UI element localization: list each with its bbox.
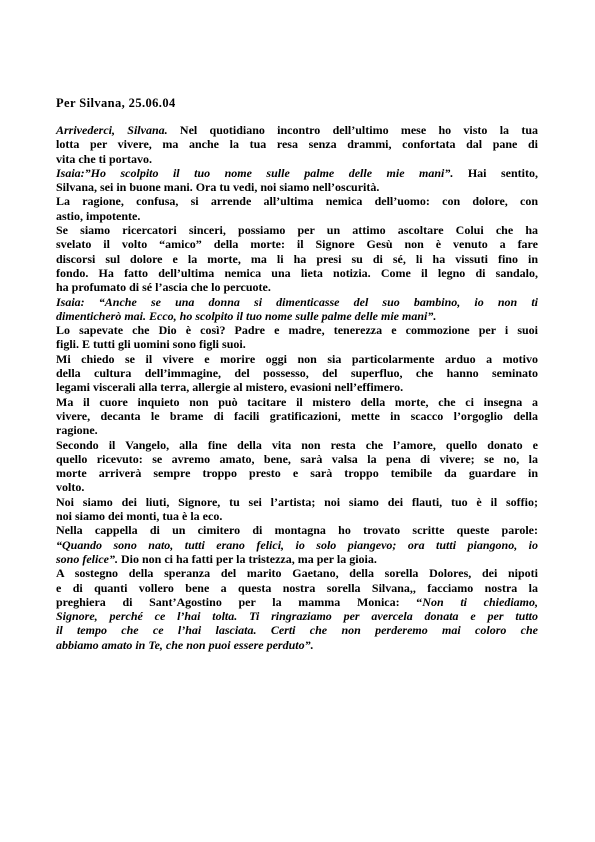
text-line [56, 123, 538, 137]
text-line [56, 638, 538, 652]
text-line [56, 609, 538, 623]
italic-text-run: Signore, perché ce l’hai tolta. Ti ringraziamo per avercela donata e per tutto [56, 609, 538, 624]
italic-text-run: Arrivederci, Silvana. [56, 123, 168, 137]
text-line [56, 137, 538, 151]
text-run: lotta per vivere, ma anche la tua resa senza drammi, confortata dal pane di [56, 137, 538, 152]
text-line [56, 352, 538, 366]
text-line [56, 152, 538, 166]
text-run: Lo sapevate che Dio è così? Padre e madre, tenerezza e commozione per i suoi [56, 323, 538, 338]
text-line [56, 452, 538, 466]
italic-text-run: il tempo che ce l’hai lasciata. Certi che non perderemo mai coloro che [56, 623, 538, 638]
text-line [56, 581, 538, 595]
italic-text-run: dimenticherò mai. Ecco, ho scolpito il tuo nome sulle palme delle mie mani”. [56, 308, 437, 323]
text-run: e di quanti vollero bene a questa nostra sorella Silvana,, facciamo nostra la [56, 580, 538, 595]
text-run: Dio non ci ha fatti per la tristezza, ma per la gioia. [118, 551, 377, 566]
text-run: fondo. Ha fatto dell’ultima nemica una lieta notizia. Come il legno di sandalo, [56, 265, 538, 280]
text-line [56, 395, 538, 409]
text-line [56, 538, 538, 552]
text-line [56, 423, 538, 437]
text-run: vita che ti portavo. [56, 151, 152, 166]
italic-text-run: Isaia:”Ho scolpito il tuo nome sulle palme delle mie mani”. [56, 165, 454, 180]
text-run: morte arriverà sempre troppo presto e sarà troppo temibile da guardare in [56, 466, 538, 481]
italic-text-run: Isaia: “Anche se una donna si dimenticasse del suo bambino, io non ti [56, 294, 538, 309]
document-heading: Per Silvana, 25.06.04 [56, 96, 176, 110]
text-run: Hai sentito, [453, 165, 538, 180]
text-run: ragione. [56, 423, 98, 438]
text-line [56, 266, 538, 280]
text-line [56, 466, 538, 480]
text-line [56, 309, 538, 323]
text-line [56, 509, 538, 523]
text-line [56, 409, 538, 423]
text-run: A sostegno della speranza del marito Gaetano, della sorella Dolores, dei nipoti [56, 566, 538, 581]
text-line [56, 552, 538, 566]
text-line [56, 337, 538, 351]
text-line [56, 209, 538, 223]
text-line [56, 566, 538, 580]
text-line [56, 595, 538, 609]
text-line [56, 180, 538, 194]
text-run: Noi siamo dei liuti, Signore, tu sei l’artista; noi siamo dei flauti, tuo è il soffio; [56, 494, 538, 509]
text-line [56, 166, 538, 180]
italic-text-run: Non ti chiediamo, [422, 594, 538, 609]
text-line [56, 323, 538, 337]
text-run: quello ricevuto: se avremo amato, bene, sarà valsa la pena di vivere; se no, la [56, 451, 538, 466]
text-run: Ma il cuore inquieto non può tacitare il mistero della morte, che ci insegna a [56, 394, 538, 409]
text-run: astio, impotente. [56, 208, 141, 223]
text-line [56, 380, 538, 394]
text-run: Mi chiedo se il vivere e morire oggi non sia particolarmente arduo a motivo [56, 351, 538, 366]
text-run: preghiera di Sant’Agostino per la mamma Monica: “ [56, 594, 423, 609]
text-line [56, 295, 538, 309]
text-run: Silvana, sei in buone mani. Ora tu vedi, noi siamo nell’oscurità. [56, 180, 380, 195]
text-line [56, 223, 538, 237]
text-line [56, 252, 538, 266]
text-line [56, 366, 538, 380]
text-run: noi siamo dei monti, tua è la eco. [56, 509, 223, 524]
text-run: ha profumato di sé l’ascia che lo percuote. [56, 280, 271, 295]
text-run: legami viscerali alla terra, allergie al mistero, evasioni nell’effimero. [56, 380, 404, 395]
text-line [56, 237, 538, 251]
text-line [56, 623, 538, 637]
text-line [56, 480, 538, 494]
text-run: svelato il volto “amico” della morte: il Signore Gesù non è venuto a fare [56, 237, 538, 252]
text-run: Se siamo ricercatori sinceri, possiamo per un attimo ascoltare Colui che ha [56, 223, 538, 238]
text-run: della cultura dell’immagine, del possesso, del superfluo, che hanno seminato [56, 366, 538, 381]
text-run: figli. E tutti gli uomini sono figli suoi. [56, 337, 246, 352]
italic-text-run: sono felice”. [56, 551, 118, 566]
text-line [56, 194, 538, 208]
text-line [56, 523, 538, 537]
document-body [56, 123, 538, 652]
text-run: vivere, decanta le brame di facili gratificazioni, mette in scacco l’orgoglio della [56, 408, 538, 423]
text-run: Nel quotidiano incontro dell’ultimo mese ho visto la tua [167, 123, 539, 137]
italic-text-run: “Quando sono nato, tutti erano felici, io solo piangevo; ora tutti piangono, io [56, 537, 538, 552]
text-run: volto. [56, 480, 85, 495]
text-line [56, 495, 538, 509]
text-line [56, 280, 538, 294]
text-run: discorsi sul dolore e la morte, ma li ha presi su di sé, li ha vissuti fino in [56, 251, 538, 266]
text-run: Secondo il Vangelo, alla fine della vita non resta che l’amore, quello donato e [56, 437, 538, 452]
italic-text-run: abbiamo amato in Te, che non puoi essere perduto”. [56, 637, 314, 652]
text-run: Nella cappella di un cimitero di montagna ho trovato scritte queste parole: [56, 523, 538, 538]
text-line [56, 438, 538, 452]
text-run: La ragione, confusa, si arrende all’ultima nemica dell’uomo: con dolore, con [56, 194, 538, 209]
